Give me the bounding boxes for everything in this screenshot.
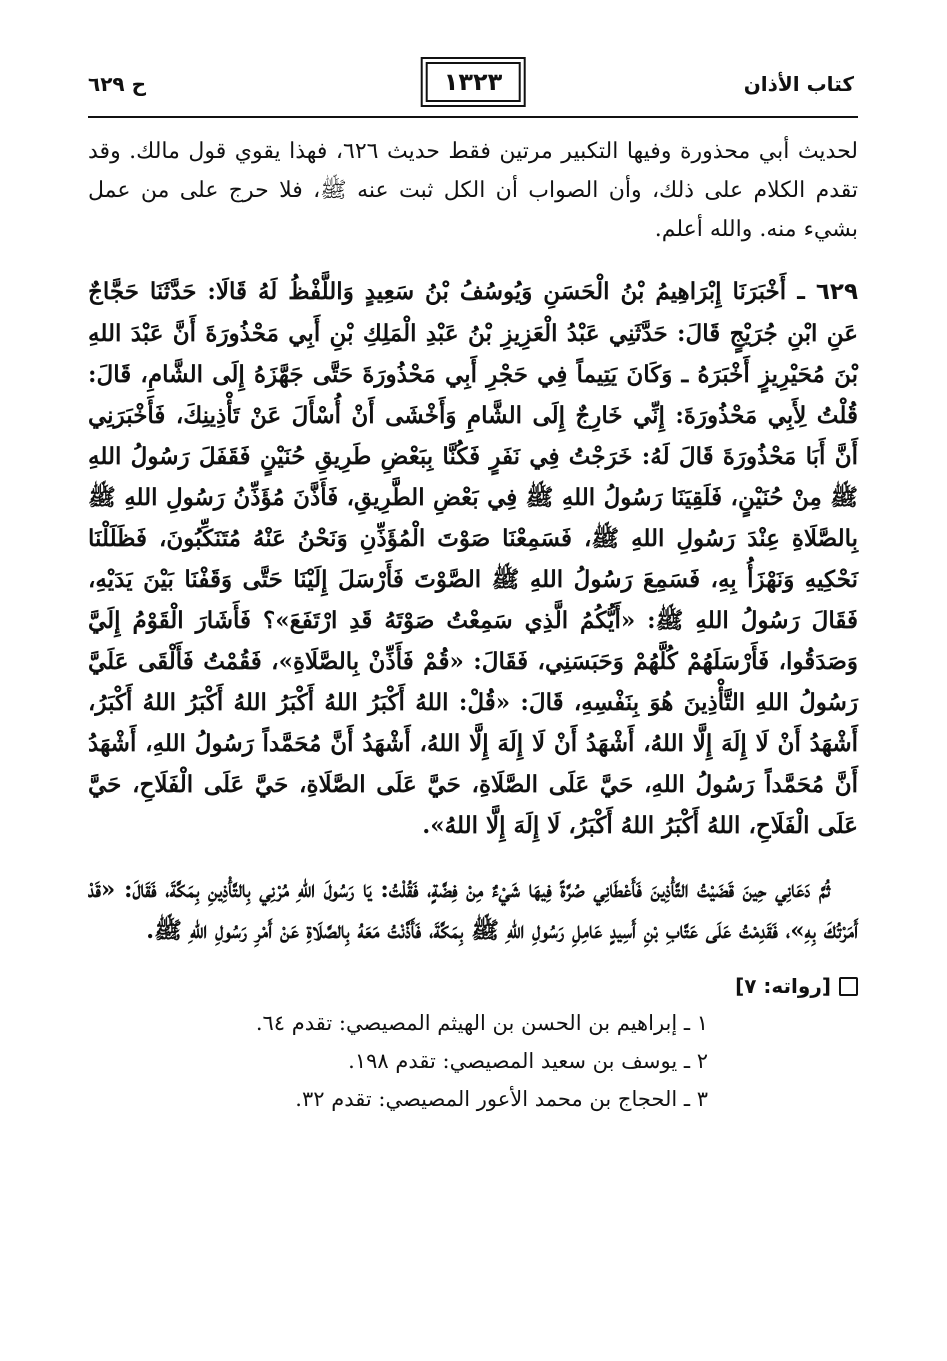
- hadith-paragraph: [88, 271, 858, 846]
- narrator-item: ١ ـ إبراهيم بن الحسن بن الهيثم المصيصي: تقدم ٦٤.: [255, 1011, 708, 1035]
- chapter-title: كتاب الأذان: [743, 72, 854, 96]
- narrators-heading-label: [رواته: ٧]: [735, 974, 831, 998]
- page-number: ١٣٢٣: [426, 62, 521, 102]
- commentary-paragraph: لحديث أبي محذورة وفيها التكبير مرتين فقط حديث ٦٢٦، فهذا يقوي قول مالك. وقد تقدم الكلام على ذلك، وأن الصواب أن الكل ثبت عنه ﷺ، فلا حرج على من عمل بشيء منه. والله أعلم.: [88, 139, 859, 242]
- narrator-item: ٣ ـ الحجاج بن محمد الأعور المصيصي: تقدم ٣٢.: [295, 1087, 708, 1111]
- page-header: [88, 58, 858, 118]
- hadith-number: ٦٢٩ ـ: [797, 279, 858, 305]
- book-page: [88, 58, 858, 1308]
- narrators-heading: [88, 974, 858, 998]
- checkbox-square-icon: [839, 977, 858, 996]
- narrator-item: ٢ ـ يوسف بن سعيد المصيصي: تقدم ١٩٨.: [348, 1049, 708, 1073]
- narrator-list: [88, 1004, 858, 1118]
- hadith-continuation-paragraph: ثُمَّ دَعَانِي حِينَ قَضَيْتُ التَّأْذِينَ فَأَعْطَانِي صُرَّةً فِيهَا شَيْءٌ مِنْ فِضَّةٍ، فَقُلْتُ: يَا رَسُولَ اللهِ مُرْنِي بِالتَّأْذِينِ بِمَكَّةَ، فَقَالَ: «قَدْ أَمَرْتُكَ بِهِ»، فَقَدِمْتُ عَلَى عَتَّابِ بْنِ أَسِيدٍ عَامِلِ رَسُولِ اللهِ ﷺ بِمَكَّةَ، فَأَذَّنْتُ مَعَهُ بِالصَّلَاةِ عَنْ أَمْرِ رَسُولِ اللهِ ﷺ.: [88, 876, 858, 944]
- hadith-text: أَخْبَرَنَا إِبْرَاهِيمُ بْنُ الْحَسَنِ وَيُوسُفُ بْنُ سَعِيدٍ وَاللَّفْظُ لَهُ قَالَا: حَدَّثَنَا حَجَّاجٌ عَنِ ابْنِ جُرَيْجٍ قَالَ: حَدَّثَنِي عَبْدُ الْعَزِيزِ بْنُ عَبْدِ الْمَلِكِ بْنِ أَبِي مَحْذُورَةَ أَنَّ عَبْدَ اللهِ بْنَ مُحَيْرِيزٍ أَخْبَرَهُ ـ وَكَانَ يَتِيماً فِي حَجْرِ أَبِي مَحْذُورَةَ حَتَّى جَهَّزَهُ إِلَى الشَّامِ، قَالَ: قُلْتُ لِأَبِي مَحْذُورَةَ: إِنِّي خَارِجٌ إِلَى الشَّامِ وَأَخْشَى أَنْ أُسْأَلَ عَنْ تَأْذِينِكَ، فَأَخْبَرَنِي أَنَّ أَبَا مَحْذُورَةَ قَالَ لَهُ: خَرَجْتُ فِي نَفَرٍ فَكُنَّا بِبَعْضِ طَرِيقِ حُنَيْنٍ فَقَفَلَ رَسُولُ اللهِ ﷺ مِنْ حُنَيْنٍ، فَلَقِيَنَا رَسُولُ اللهِ ﷺ فِي بَعْضِ الطَّرِيقِ، فَأَذَّنَ مُؤَذِّنُ رَسُولِ اللهِ ﷺ بِالصَّلَاةِ عِنْدَ رَسُولِ اللهِ ﷺ، فَسَمِعْنَا صَوْتَ الْمُؤَذِّنِ وَنَحْنُ عَنْهُ مُتَنَكِّبُونَ، فَظَلَلْنَا نَحْكِيهِ وَنَهْزَأُ بِهِ، فَسَمِعَ رَسُولُ اللهِ ﷺ الصَّوْتَ فَأَرْسَلَ إِلَيْنَا حَتَّى وَقَفْنَا بَيْنَ يَدَيْهِ، فَقَالَ رَسُولُ اللهِ ﷺ: «أَيُّكُمُ الَّذِي سَمِعْتُ صَوْتَهُ قَدِ ارْتَفَعَ»؟ فَأَشَارَ الْقَوْمُ إِلَيَّ وَصَدَقُوا، فَأَرْسَلَهُمْ كُلَّهُمْ وَحَبَسَنِي، فَقَالَ: «قُمْ فَأَذِّنْ بِالصَّلَاةِ»، فَقُمْتُ فَأَلْقَى عَلَيَّ رَسُولُ اللهِ التَّأْذِينَ هُوَ بِنَفْسِهِ، قَالَ: «قُلْ: اللهُ أَكْبَرُ اللهُ أَكْبَرُ اللهُ أَكْبَرُ اللهُ أَكْبَرُ، أَشْهَدُ أَنْ لَا إِلَهَ إِلَّا اللهُ، أَشْهَدُ أَنْ لَا إِلَهَ إِلَّا اللهُ، أَشْهَدُ أَنَّ مُحَمَّداً رَسُولُ اللهِ، أَشْهَدُ أَنَّ مُحَمَّداً رَسُولُ اللهِ، حَيَّ عَلَى الصَّلَاةِ، حَيَّ عَلَى الصَّلَاةِ، حَيَّ عَلَى الْفَلَاحِ، حَيَّ عَلَى الْفَلَاحِ، اللهُ أَكْبَرُ اللهُ أَكْبَرُ، لَا إِلَهَ إِلَّا اللهُ».: [88, 278, 858, 839]
- hadith-reference: ح ٦٢٩: [88, 72, 147, 96]
